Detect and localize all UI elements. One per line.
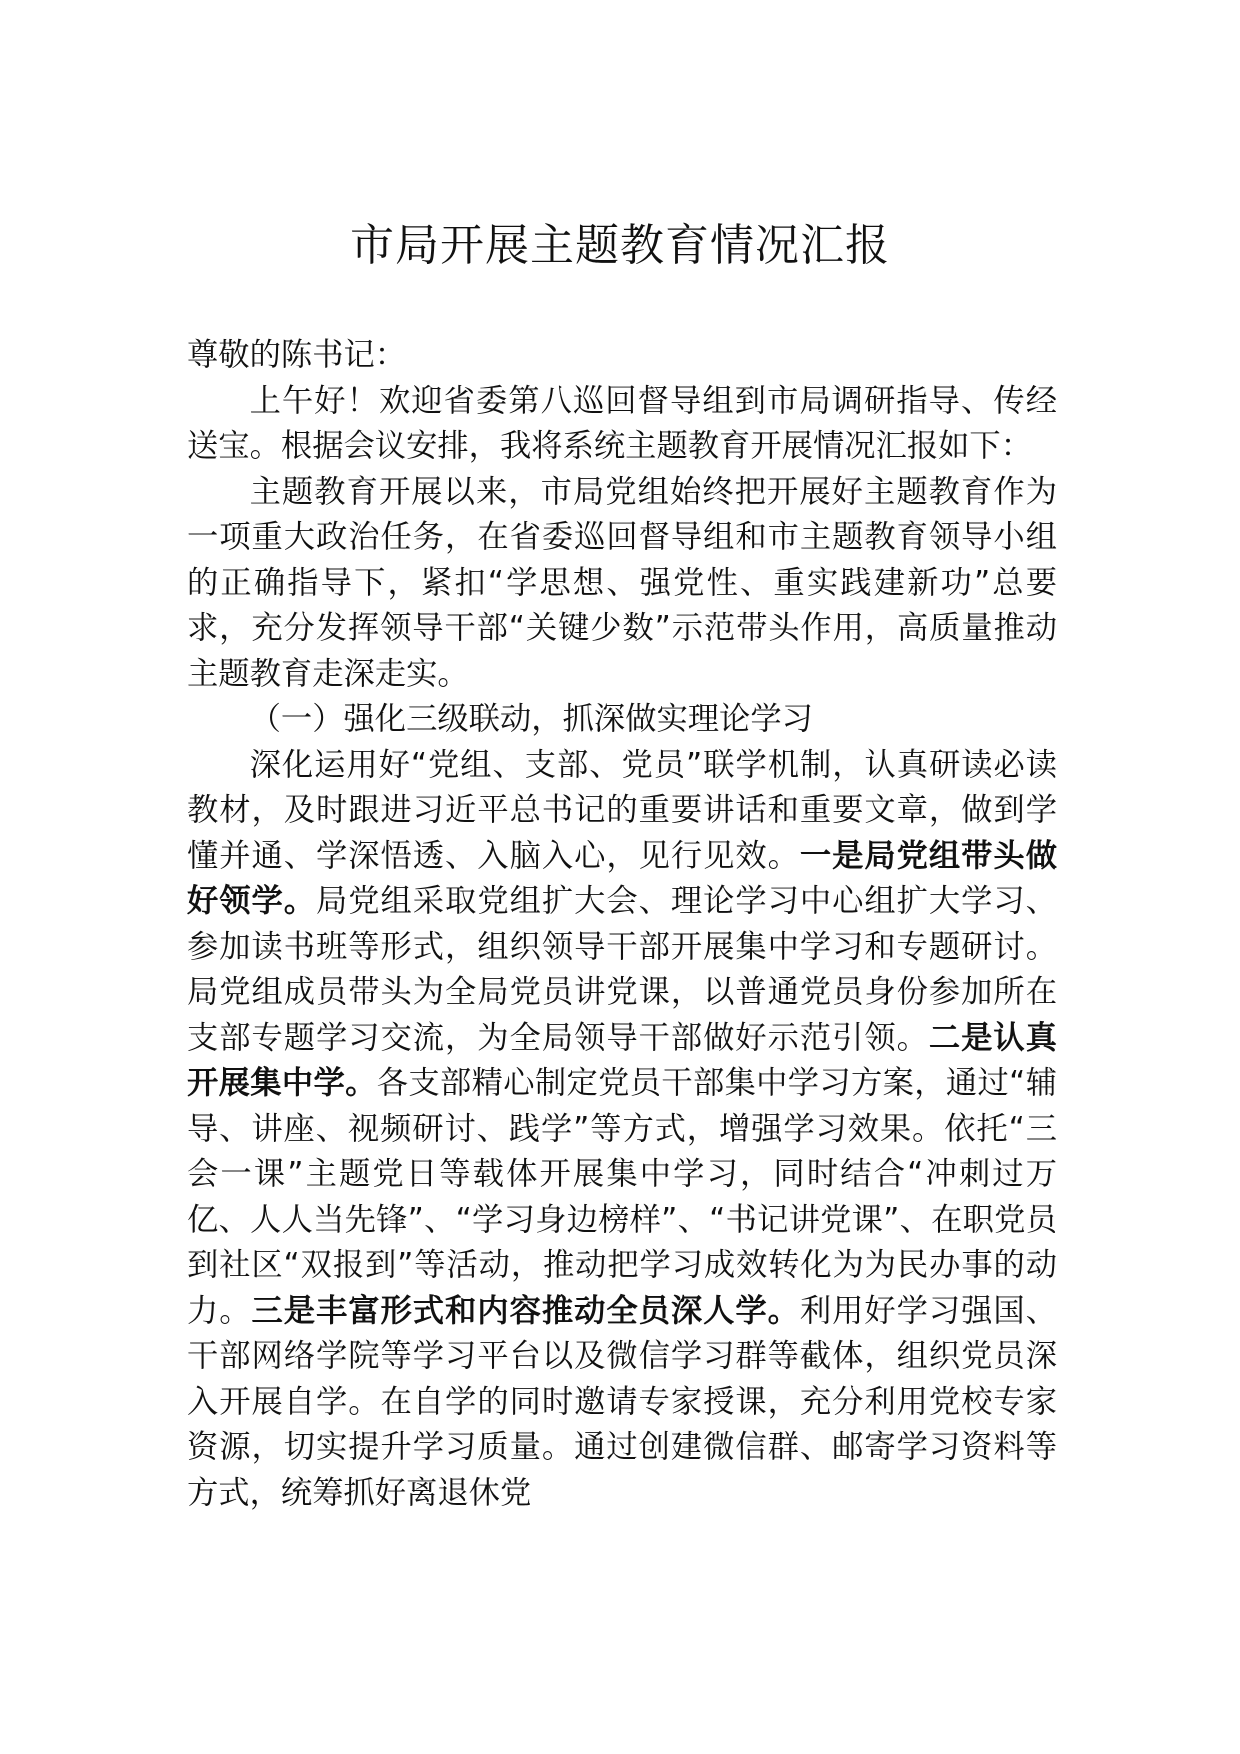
paragraph-intro-text: 深化运用好“党组、支部、党员”联学机制，认真研读必读教材，及时跟进习近平总书记的重要讲话和重要文章，做到学懂并通、学深悟透、入脑入心，见行见效。 xyxy=(187,746,1057,874)
document-title: 市局开展主题教育情况汇报 xyxy=(350,220,890,271)
point-3-title: 三是丰富形式和内容推动全员深人学。 xyxy=(251,1292,800,1329)
document-body xyxy=(187,333,1057,1516)
paragraph-overview: 主题教育开展以来，市局党组始终把开展好主题教育作为一项重大政治任务，在省委巡回督导组和市主题教育领导小组的正确指导下，紧扣“学思想、强党性、重实践建新功”总要求，充分发挥领导干部“关键少数”示范带头作用，高质量推动主题教育走深走实。 xyxy=(187,473,1057,692)
point-2-title: 二是认真开展集中学。 xyxy=(187,1019,1057,1101)
point-2-text: 各支部精心制定党员干部集中学习方案，通过“辅导、讲座、视频研讨、践学”等方式，增强学习效果。依托“三会一课”主题党日等载体开展集中学习，同时结合“冲刺过万亿、人人当先锋”、“学习身边榜样”、“书记讲党课”、在职党员到社区“双报到”等活动，推动把学习成效转化为为民办事的动力。 xyxy=(187,1065,1057,1329)
salutation: 尊敬的陈书记： xyxy=(187,337,407,373)
section-heading-1: （一）强化三级联动，抓深做实理论学习 xyxy=(249,701,813,737)
point-3-text: 利用好学习强国、干部网络学院等学习平台以及微信学习群等截体，组织党员深入开展自学。在自学的同时邀请专家授课，充分利用党校专家资源，切实提升学习质量。通过创建微信群、邮寄学习资料等方式，统筹抓好离退休党 xyxy=(187,1292,1057,1511)
paragraph-theory-study xyxy=(187,743,1057,1517)
point-1-text: 局党组采取党组扩大会、理论学习中心组扩大学习、参加读书班等形式，组织领导干部开展集中学习和专题研讨。局党组成员带头为全局党员讲党课，以普通党员身份参加所在支部专题学习交流，为全局领导干部做好示范引领。 xyxy=(187,883,1057,1056)
point-1-title: 一是局党组带头做好领学。 xyxy=(187,837,1057,919)
paragraph-greeting: 上午好！欢迎省委第八巡回督导组到市局调研指导、传经送宝。根据会议安排，我将系统主题教育开展情况汇报如下： xyxy=(187,382,1057,464)
